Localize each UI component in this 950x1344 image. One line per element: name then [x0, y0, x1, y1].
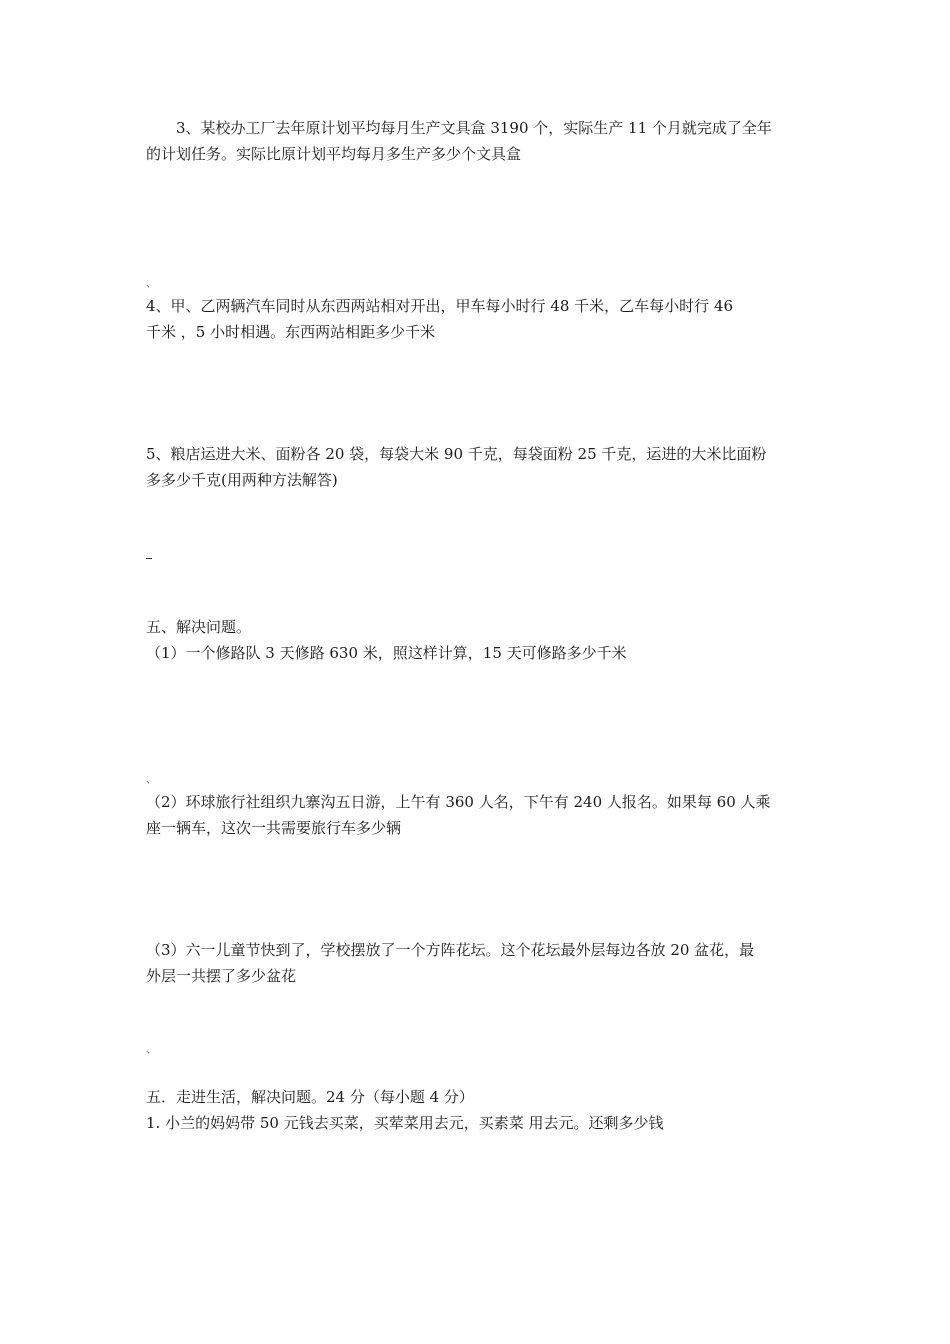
stray-dash: [146, 558, 152, 559]
question-3-line-1: 3、某校办工厂去年原计划平均每月生产文具盒 3190 个，实际生产 11 个月就完成了全年: [176, 119, 772, 137]
question-3: [146, 115, 810, 167]
stray-mark: 、: [146, 279, 156, 290]
problem-3-line-2: 外层一共摆了多少盆花: [146, 967, 297, 985]
section-title: 五．走进生活，解决问题。24 分（每小题 4 分）: [146, 1088, 474, 1106]
problem-2-line-1: （2）环球旅行社组织九寨沟五日游，上午有 360 人名，下午有 240 人报名。如果每 60 人乘: [146, 793, 771, 811]
question-4: [146, 293, 810, 345]
section-5-solve-problems: [146, 614, 810, 666]
problem-2-line-2: 座一辆车，这次一共需要旅行车多少辆: [146, 819, 402, 837]
section-5-daily-life: [146, 1084, 810, 1136]
stray-mark: 、: [146, 775, 156, 786]
problem-2: [146, 789, 810, 841]
problem-3-line-1: （3）六一儿童节快到了，学校摆放了一个方阵花坛。这个花坛最外层每边各放 20 盆花，最: [146, 941, 755, 959]
question-4-line-1: 4、甲、乙两辆汽车同时从东西两站相对开出，甲车每小时行 48 千米，乙车每小时行 46: [146, 297, 734, 315]
problem-3: [146, 937, 810, 989]
problem-1: （1）一个修路队 3 天修路 630 米，照这样计算，15 天可修路多少千米: [146, 644, 627, 662]
question-4-line-2: 千米 ，5 小时相遇。东西两站相距多少千米: [146, 323, 436, 341]
question-3-line-2: 的计划任务。实际比原计划平均每月多生产多少个文具盒: [146, 145, 522, 163]
question-5: [146, 441, 810, 493]
daily-life-question-1: 1. 小兰的妈妈带 50 元钱去买菜，买荤菜用去元，买素菜 用去元。还剩多少钱: [146, 1114, 664, 1132]
question-5-line-1: 5、粮店运进大米、面粉各 20 袋，每袋大米 90 千克，每袋面粉 25 千克，运进的大米比面粉: [146, 445, 767, 463]
stray-mark: 、: [146, 1045, 156, 1056]
section-title: 五、解决问题。: [146, 618, 252, 636]
question-5-line-2: 多多少千克(用两种方法解答): [146, 471, 338, 489]
